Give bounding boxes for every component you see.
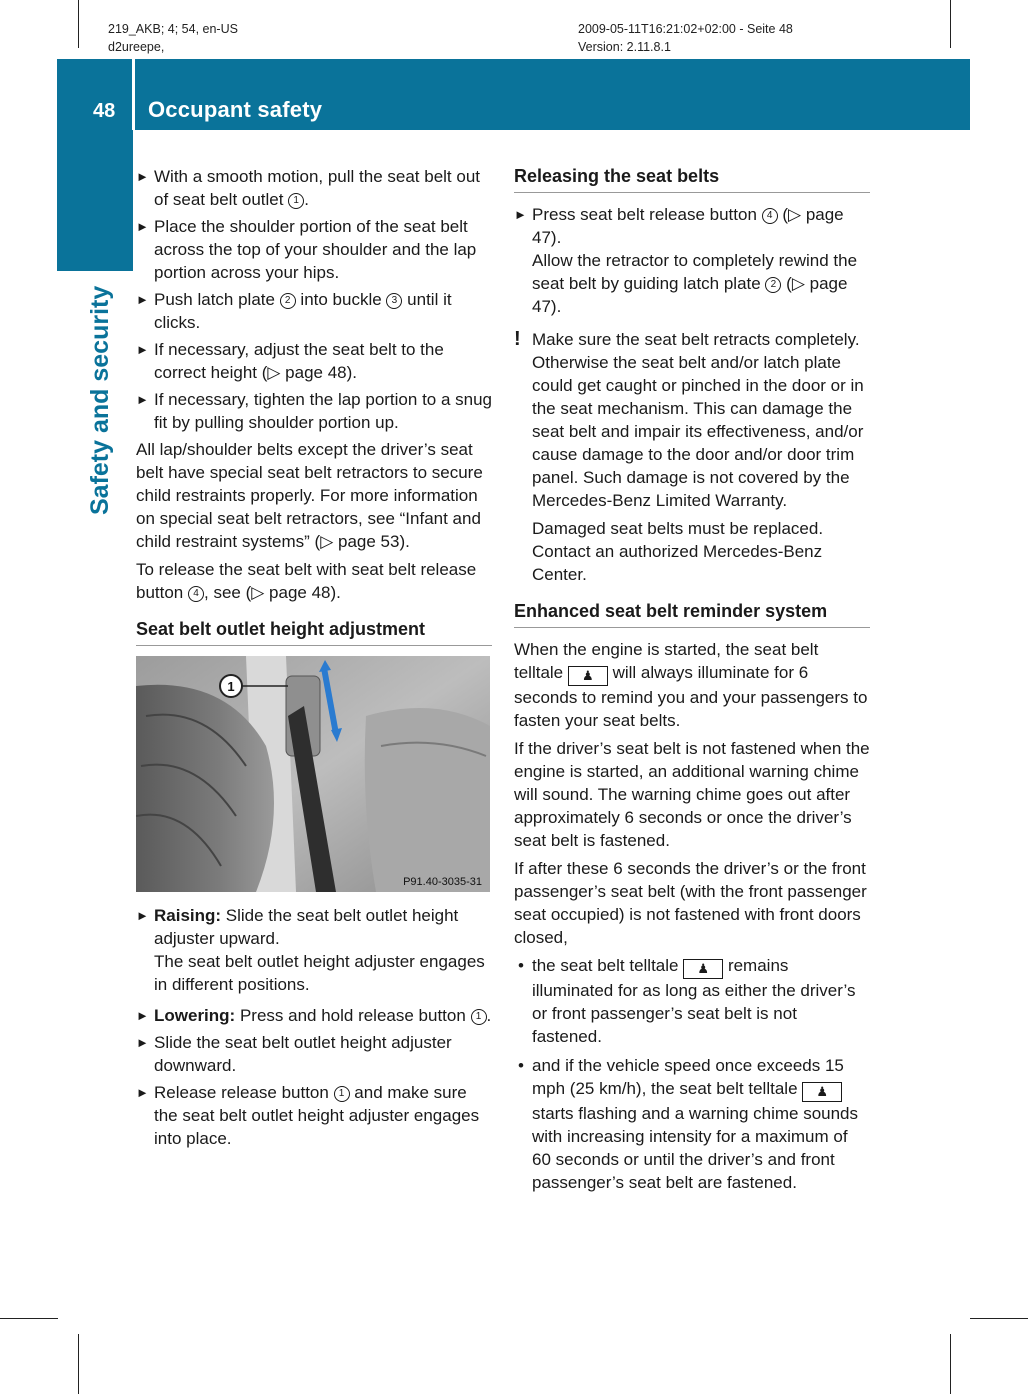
arrow-icon: ► [136, 1008, 149, 1023]
arrow-icon: ► [514, 207, 527, 222]
seat-belt-photo [136, 656, 490, 892]
list-item: ► Press seat belt release button 4 (▷ page 47). Allow the retractor to completely rewind the seat belt by guiding latch plate 2 (▷ page 47). [514, 205, 858, 316]
meta-line: d2ureepe, [108, 40, 165, 54]
meta-right [578, 20, 793, 56]
arrow-icon: ► [136, 1035, 149, 1050]
seatbelt-telltale-icon: ♟ [683, 959, 723, 979]
paragraph: When the engine is started, the seat belt telltale ♟ will always illuminate for 6 seconds to remind you and your passengers to fasten your seat belts. [514, 640, 868, 730]
section-heading: Releasing the seat belts [514, 165, 870, 193]
meta-line: 2009-05-11T16:21:02+02:00 - Seite 48 [578, 22, 793, 36]
left-column [136, 165, 492, 1154]
right-column [514, 165, 870, 1200]
side-tab [57, 130, 133, 271]
list-item: ► If necessary, tighten the lap portion to a snug fit by pulling shoulder portion up. [136, 390, 493, 432]
paragraph: All lap/shoulder belts except the driver’s seat belt have special seat belt retractors to secure child restraints properly. For more information on special seat belt retractors, see “Infant and child restraint systems” (▷ page 53). [136, 440, 483, 551]
photo-code: P91.40-3035-31 [403, 876, 482, 888]
paragraph: To release the seat belt with seat belt release button 4 , see (▷ page 48). [136, 560, 477, 602]
arrow-icon: ► [136, 908, 149, 923]
page-title: Occupant safety [148, 97, 323, 122]
meta-line: Version: 2.11.8.1 [578, 40, 671, 54]
meta-line: 219_AKB; 4; 54, en-US [108, 22, 238, 36]
list-item: ► Release release button 1 and make sure the seat belt outlet height adjuster engages into place. [136, 1083, 480, 1148]
crop-mark [970, 1318, 1028, 1319]
crop-mark [0, 1318, 58, 1319]
callout-number: 1 [334, 1086, 350, 1102]
crop-mark [78, 1334, 79, 1394]
list-item: • and if the vehicle speed once exceeds 15 mph (25 km/h), the seat belt telltale ♟ starts flashing and a warning chime sounds with increasing intensity for a maximum of 60 seconds or until the driver’s and front passenger’s seat belt are fastened. [518, 1056, 859, 1192]
paragraph: If after these 6 seconds the driver’s or the front passenger’s seat belt (with the front passenger seat occupied) is not fastened with front doors closed, [514, 859, 867, 947]
callout-number: 4 [188, 586, 204, 602]
seatbelt-telltale-icon: ♟ [568, 666, 608, 686]
callout-number: 1 [288, 193, 304, 209]
section-heading: Seat belt outlet height adjustment [136, 618, 492, 646]
meta-left [108, 20, 238, 56]
warning-icon: ! [514, 328, 521, 350]
callout-number: 2 [765, 277, 781, 293]
list-item: ► Raising: Slide the seat belt outlet height adjuster upward. The seat belt outlet height adjuster engages in different positions. [136, 906, 485, 994]
section-heading: Enhanced seat belt reminder system [514, 600, 870, 628]
side-chapter-label: Safety and security [86, 285, 114, 515]
crop-mark [78, 0, 79, 48]
arrow-icon: ► [136, 342, 149, 357]
paragraph: If the driver’s seat belt is not fastened when the engine is started, an additional warning chime will sound. The warning chime goes out after approximately 6 seconds or once the driver’s seat belt is fastened. [514, 739, 870, 850]
crop-mark [950, 1334, 951, 1394]
page-number: 48 [93, 100, 116, 122]
callout-number: 4 [762, 208, 778, 224]
header-divider [132, 59, 135, 130]
list-item: ► Place the shoulder portion of the seat belt across the top of your shoulder and the lap portion across your hips. [136, 217, 477, 282]
list-item: ► If necessary, adjust the seat belt to the correct height (▷ page 48). [136, 340, 444, 382]
callout-number: 3 [386, 293, 402, 309]
arrow-icon: ► [136, 219, 149, 234]
warning-note: ! Make sure the seat belt retracts completely. Otherwise the seat belt and/or latch plate could get caught or pinched in the door or in the seat mechanism. This can damage the seat belt and impair its effectiveness, and/or cause damage to the door and/or door trim panel. Such damage is not covered by the Mercedes-Benz Limited Warranty. Damaged seat belts must be replaced. Contact an authorized Mercedes-Benz Center. [514, 328, 864, 584]
list-item: ► Slide the seat belt outlet height adjuster downward. [136, 1033, 452, 1075]
arrow-icon: ► [136, 292, 149, 307]
list-item: ► With a smooth motion, pull the seat belt out of seat belt outlet 1 . [136, 167, 481, 209]
list-item: ► Push latch plate 2 into buckle 3 until it clicks. [136, 290, 452, 332]
callout-number: 1 [471, 1009, 487, 1025]
crop-mark [950, 0, 951, 48]
arrow-icon: ► [136, 392, 149, 407]
arrow-icon: ► [136, 1085, 149, 1100]
callout-number: 1 [227, 679, 235, 694]
arrow-icon: ► [136, 169, 149, 184]
callout-number: 2 [280, 293, 296, 309]
list-item: ► Lowering: Press and hold release button 1 . [136, 1006, 492, 1025]
seatbelt-telltale-icon: ♟ [802, 1082, 842, 1102]
list-item: • the seat belt telltale ♟ remains illuminated for as long as either the driver’s or front passenger’s seat belt is not fastened. [518, 956, 856, 1046]
